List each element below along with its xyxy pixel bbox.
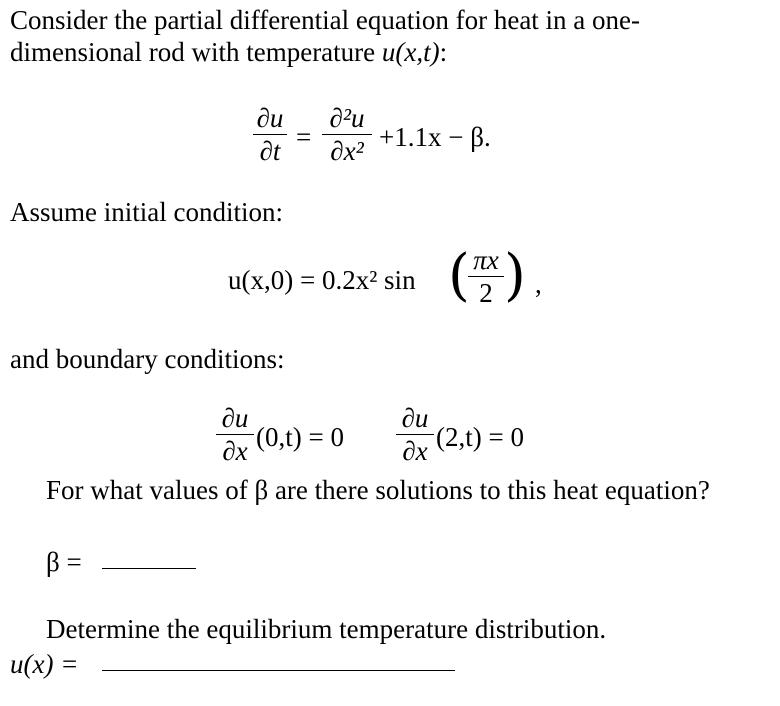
intro-text: dimensional rod with temperature [10, 37, 382, 67]
initial-comma: , [535, 269, 542, 299]
boundary-1-bar [216, 434, 254, 435]
boundary-2-rest: (2,t) = 0 [436, 422, 524, 452]
intro-math-u: u(x,t) [381, 37, 440, 67]
initial-right-paren: ) [504, 243, 526, 308]
pde-rhs-bar [322, 134, 372, 135]
pde-lhs-bar [253, 134, 287, 135]
intro-colon: : [439, 37, 448, 67]
boundary-2-fraction [396, 404, 434, 465]
answer-2-blank[interactable] [102, 670, 455, 671]
boundary-1-numerator: ∂u [221, 403, 249, 433]
pde-lhs-denominator: ∂t [259, 136, 281, 166]
answer-1-blank[interactable] [102, 568, 196, 569]
boundary-1-fraction [216, 404, 254, 465]
initial-fraction [468, 246, 504, 307]
boundary-1-denominator: ∂x [222, 436, 248, 466]
initial-lhs: u(x,0) = 0.2x² sin [228, 265, 416, 295]
intro-line-2 [10, 36, 447, 68]
pde-rhs-rest: +1.1x − β. [379, 122, 491, 152]
pde-equals: = [296, 122, 312, 152]
boundary-label: and boundary conditions: [10, 344, 285, 374]
answer-1-label: β = [46, 547, 82, 577]
pde-rhs-numerator: ∂²u [329, 103, 365, 133]
initial-frac-bar [468, 276, 504, 277]
boundary-2-bar [396, 434, 434, 435]
pde-rhs-fraction [322, 104, 372, 165]
intro-line-1: Consider the partial differential equation for heat in a one- [10, 5, 641, 35]
initial-frac-denominator: 2 [479, 278, 493, 308]
question-2: Determine the equilibrium temperature distribution. [46, 614, 607, 644]
pde-lhs-fraction [253, 104, 287, 165]
answer-2-label: u(x) = [10, 649, 79, 679]
initial-left-paren: ( [448, 243, 470, 308]
pde-rhs-denominator: ∂x² [330, 136, 364, 166]
question-1: For what values of β are there solutions to this heat equation? [46, 475, 710, 505]
boundary-2-denominator: ∂x [402, 436, 428, 466]
initial-label: Assume initial condition: [10, 197, 283, 227]
pde-lhs-numerator: ∂u [256, 103, 284, 133]
boundary-1-rest: (0,t) = 0 [256, 422, 344, 452]
initial-frac-numerator: πx [473, 245, 499, 275]
boundary-2-numerator: ∂u [401, 403, 429, 433]
